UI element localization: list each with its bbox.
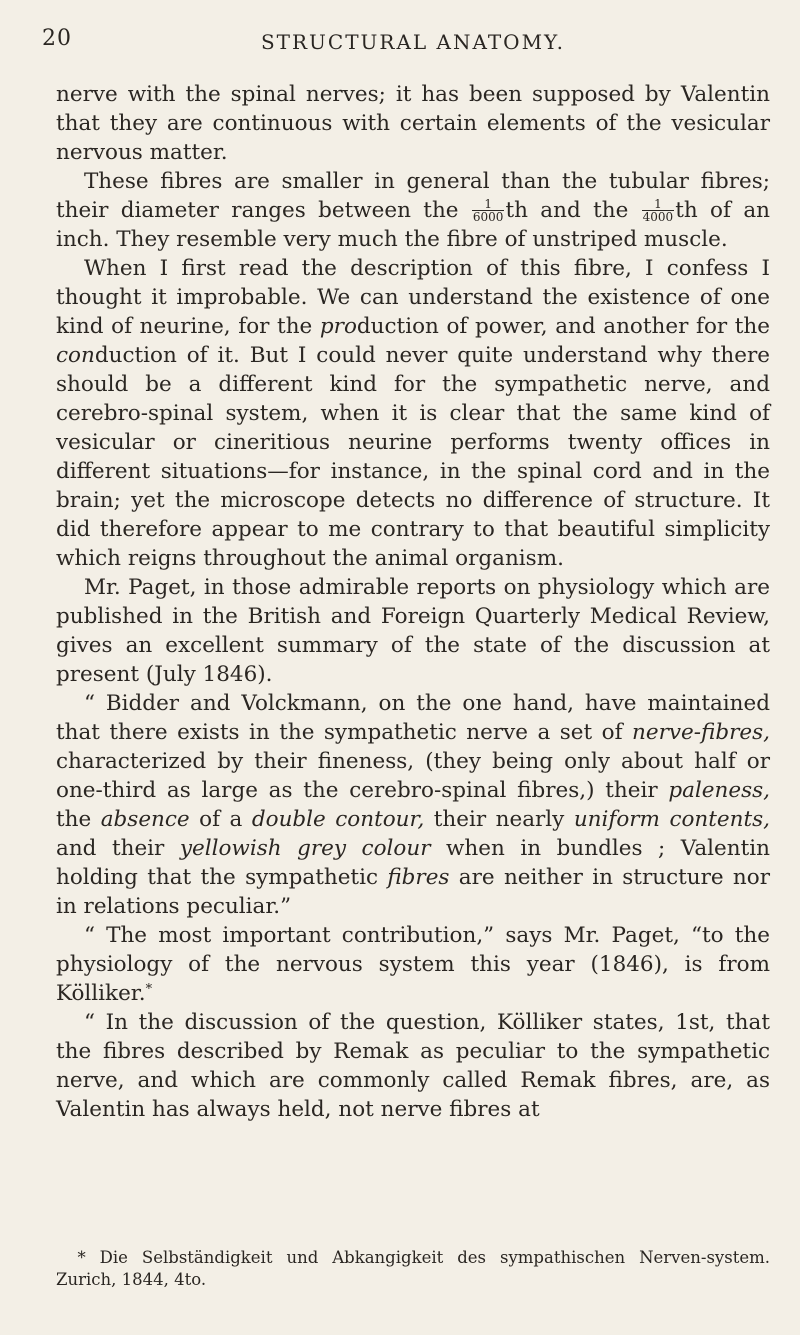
- paragraph-1-text: nerve with the spinal nerves; it has been supposed by Valentin that they are continuous with certain elements of the vesicular nervous matter.: [56, 82, 770, 165]
- body-text: [56, 80, 770, 1124]
- paragraph-6-quote: [56, 921, 770, 1008]
- paragraph-2-text-c: th of an inch. They resemble very much the fibre of unstriped muscle.: [56, 198, 770, 252]
- emphasis-nerve-fibres: nerve-fibres,: [632, 720, 770, 745]
- emphasis-fibres: fibres: [387, 865, 450, 890]
- emphasis-absence: absence: [100, 807, 190, 832]
- emphasis-paleness: paleness,: [668, 778, 770, 803]
- paragraph-2-text-a: These fibres are smaller in general than the tubular fibres; their diameter ranges between the: [56, 169, 770, 223]
- paragraph-3-text-a: When I first read the description of this fibre, I confess I thought it improbable. We can understand the existence of one kind of neurine, for the: [56, 256, 770, 339]
- paragraph-5-text-b: characterized by their fineness, (they being only about half or one-third as large as the cerebro-spinal fibres,) their: [56, 749, 770, 803]
- paragraph-2: [56, 167, 770, 254]
- emphasis-uniform-contents: uniform contents,: [573, 807, 770, 832]
- page-number: 20: [42, 26, 72, 51]
- paragraph-5-text-c: the: [56, 807, 101, 832]
- footnote-marker[interactable]: *: [145, 981, 153, 997]
- paragraph-3-text-c: duction of it. But I could never quite understand why there should be a different kind for the sympathetic nerve, and cerebro-spinal system, when it is clear that the same kind of vesicular or cineritious neurine performs twenty offices in different situations—for instance, in the spinal cord and in the brain; yet the microscope detects no difference of structure. It did therefore appear to me contrary to that beautiful simplicity which reigns throughout the animal organism.: [56, 343, 770, 571]
- paragraph-1: [56, 80, 770, 167]
- paragraph-3: [56, 254, 770, 573]
- paragraph-5-text-f: and their: [56, 836, 180, 861]
- fraction-numerator: 1: [642, 198, 675, 211]
- paragraph-6-text: “ The most important contribution,” says Mr. Paget, “to the physiology of the nervous system this year (1846), is from Kölliker.: [56, 923, 770, 1006]
- fraction-denominator: 4000: [642, 210, 674, 225]
- paragraph-5-text-e: their nearly: [424, 807, 574, 832]
- emphasis-pro: pro: [319, 314, 357, 339]
- footnote: * Die Selbständigkeit und Abkangigkeit des sympathischen Nerven-system. Zurich, 1844, 4to.: [56, 1248, 770, 1289]
- emphasis-double-contour: double contour,: [251, 807, 425, 832]
- emphasis-con: con: [56, 343, 95, 368]
- paragraph-3-text-b: duction of power, and another for the: [356, 314, 770, 339]
- emphasis-yellowish-grey-colour: yellowish grey colour: [179, 836, 431, 861]
- paragraph-5-text-a: “ Bidder and Volckmann, on the one hand, have maintained that there exists in the sympathetic nerve a set of: [56, 691, 770, 745]
- running-title: STRUCTURAL ANATOMY.: [260, 30, 566, 54]
- running-head: [42, 26, 770, 66]
- paragraph-7-quote: [56, 1008, 770, 1124]
- fraction-one-six-thousandth: [472, 198, 505, 223]
- paragraph-7-text: “ In the discussion of the question, Kölliker states, 1st, that the fibres described by Remak as peculiar to the sympathetic nerve, and which are commonly called Remak fibres, are, as Valentin has always held, not nerve fibres at: [56, 1010, 770, 1122]
- paragraph-5-text-d: of a: [189, 807, 252, 832]
- fraction-numerator: 1: [472, 198, 505, 211]
- paragraph-4-text: Mr. Paget, in those admirable reports on physiology which are published in the British and Foreign Quarterly Medical Review, gives an excellent summary of the state of the discussion at present (July 1846).: [56, 575, 770, 687]
- paragraph-5-text-g: when in bundles ; Valentin holding that the sympathetic: [56, 836, 770, 890]
- paragraph-5-quote: [56, 689, 770, 921]
- fraction-one-four-thousandth: [642, 198, 675, 223]
- paragraph-4: [56, 573, 770, 689]
- paragraph-2-text-b: th and the: [505, 198, 641, 223]
- fraction-denominator: 6000: [472, 210, 504, 225]
- paragraph-5-text-h: are neither in structure nor in relations peculiar.”: [56, 865, 771, 919]
